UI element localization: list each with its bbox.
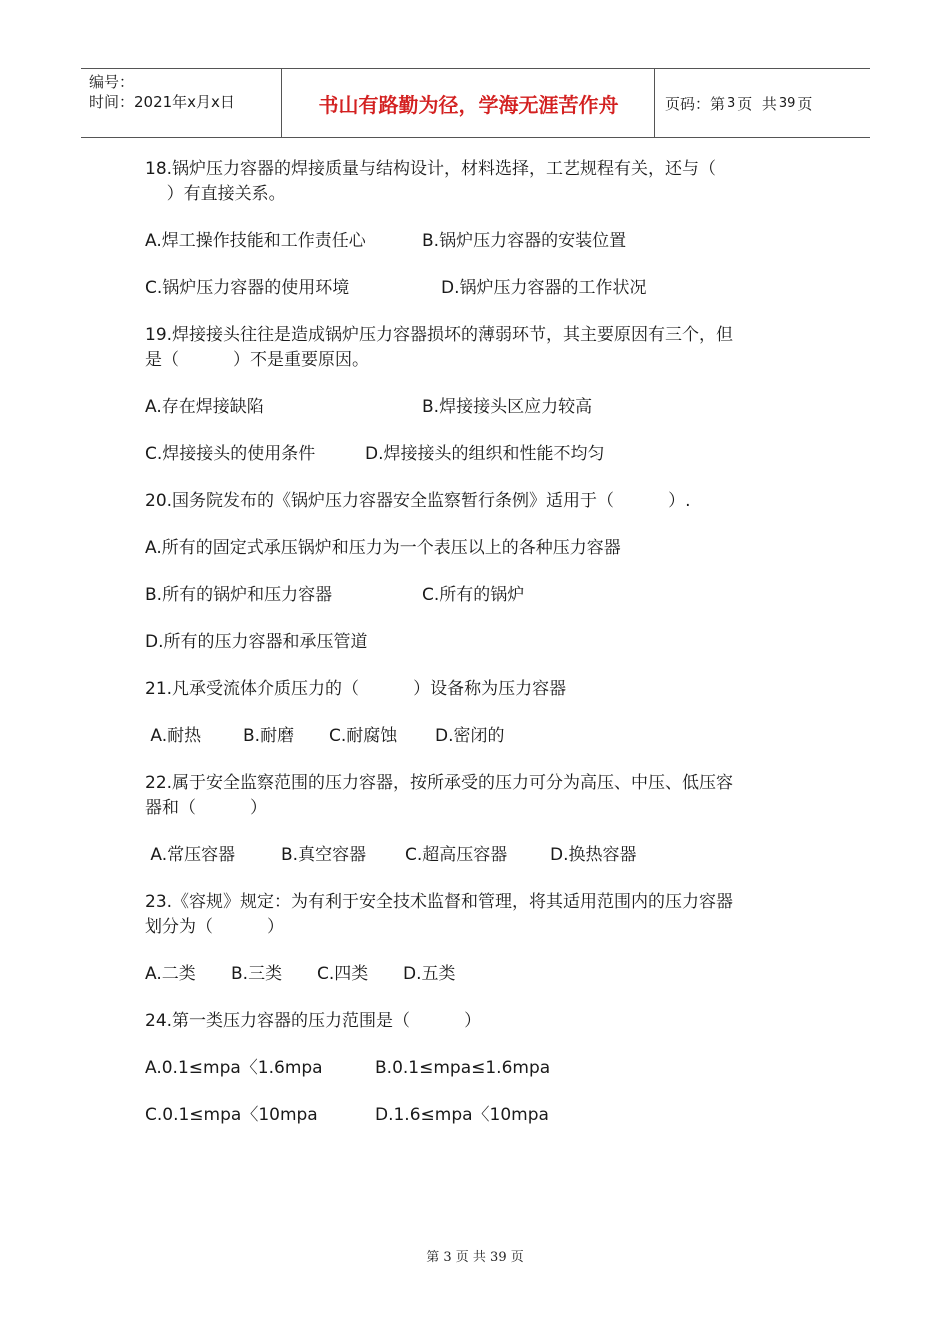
question-text: 18.锅炉压力容器的焊接质量与结构设计，材料选择，工艺规程有关，还与（ [145, 159, 717, 179]
question-19 [145, 323, 815, 373]
doc-time-label: 时间：2021年x月x日 [89, 93, 235, 111]
header-motto: 书山有路勤为径，学海无涯苦作舟 [318, 92, 619, 117]
option-row [145, 630, 815, 655]
option: C.超高压容器 [405, 845, 508, 865]
option: B.焊接接头区应力较高 [422, 397, 593, 417]
option: B.所有的锅炉和压力容器 [145, 585, 333, 605]
option: A.常压容器 [145, 845, 236, 865]
header-meta [89, 72, 235, 112]
doc-number-label: 编号： [89, 73, 135, 91]
page-suffix: 页 [797, 94, 813, 113]
option: A.耐热 [145, 726, 202, 746]
question-23 [145, 890, 815, 940]
option: B.真空容器 [281, 845, 367, 865]
page-mid: 页 共 [737, 94, 777, 113]
option: B.三类 [231, 964, 283, 984]
page-current: 3 [727, 95, 736, 111]
question-text: 是（ ）不是重要原因。 [145, 350, 370, 370]
option: C.所有的锅炉 [422, 585, 525, 605]
option-row [145, 1056, 815, 1081]
question-text: 21.凡承受流体介质压力的（ ）设备称为压力容器 [145, 679, 567, 699]
option-row [145, 536, 815, 561]
option: A.0.1≤mpa〈1.6mpa [145, 1058, 323, 1078]
option: C.焊接接头的使用条件 [145, 444, 316, 464]
question-text: 19.焊接接头往往是造成锅炉压力容器损坏的薄弱环节，其主要原因有三个，但 [145, 325, 734, 345]
option-row [145, 1103, 815, 1128]
option: B.0.1≤mpa≤1.6mpa [375, 1058, 551, 1078]
question-22 [145, 771, 815, 821]
option-row [145, 276, 815, 301]
question-20 [145, 489, 815, 514]
option: D.密闭的 [435, 726, 505, 746]
question-text: 划分为（ ） [145, 917, 285, 937]
question-text: 器和（ ） [145, 798, 268, 818]
question-18 [145, 157, 815, 207]
option-row [145, 229, 815, 254]
page-footer: 第 3 页 共 39 页 [426, 1250, 524, 1265]
option: A.所有的固定式承压锅炉和压力为一个表压以上的各种压力容器 [145, 538, 621, 558]
option-row [145, 962, 815, 987]
question-text: 23.《容规》规定：为有利于安全技术监督和管理，将其适用范围内的压力容器 [145, 892, 734, 912]
option-row [145, 843, 815, 868]
option: A.存在焊接缺陷 [145, 397, 264, 417]
option: C.耐腐蚀 [329, 726, 398, 746]
option-row [145, 583, 815, 608]
page-total: 39 [778, 95, 796, 111]
option-row [145, 395, 815, 420]
page-header [81, 68, 870, 138]
option: C.锅炉压力容器的使用环境 [145, 278, 350, 298]
page-prefix: 页码：第 [665, 94, 726, 113]
option: D.1.6≤mpa〈10mpa [375, 1105, 549, 1125]
question-text: 22.属于安全监察范围的压力容器，按所承受的压力可分为高压、中压、低压容 [145, 773, 734, 793]
header-page-info [665, 69, 812, 137]
option-row [145, 442, 815, 467]
option: B.耐磨 [243, 726, 295, 746]
question-21 [145, 677, 815, 702]
question-list [145, 157, 815, 1150]
option: D.锅炉压力容器的工作状况 [441, 278, 647, 298]
option: C.0.1≤mpa〈10mpa [145, 1105, 318, 1125]
option: D.五类 [403, 964, 456, 984]
option: A.焊工操作技能和工作责任心 [145, 231, 366, 251]
question-text: ）有直接关系。 [145, 184, 286, 204]
question-text: 24.第一类压力容器的压力范围是（ ） [145, 1011, 482, 1031]
option: C.四类 [317, 964, 369, 984]
option: A.二类 [145, 964, 196, 984]
option: D.焊接接头的组织和性能不均匀 [365, 444, 605, 464]
option: B.锅炉压力容器的安装位置 [422, 231, 627, 251]
question-24 [145, 1009, 815, 1034]
option: D.换热容器 [550, 845, 637, 865]
option: D.所有的压力容器和承压管道 [145, 632, 368, 652]
option-row [145, 724, 815, 749]
question-text: 20.国务院发布的《锅炉压力容器安全监察暂行条例》适用于（ ）. [145, 491, 691, 511]
